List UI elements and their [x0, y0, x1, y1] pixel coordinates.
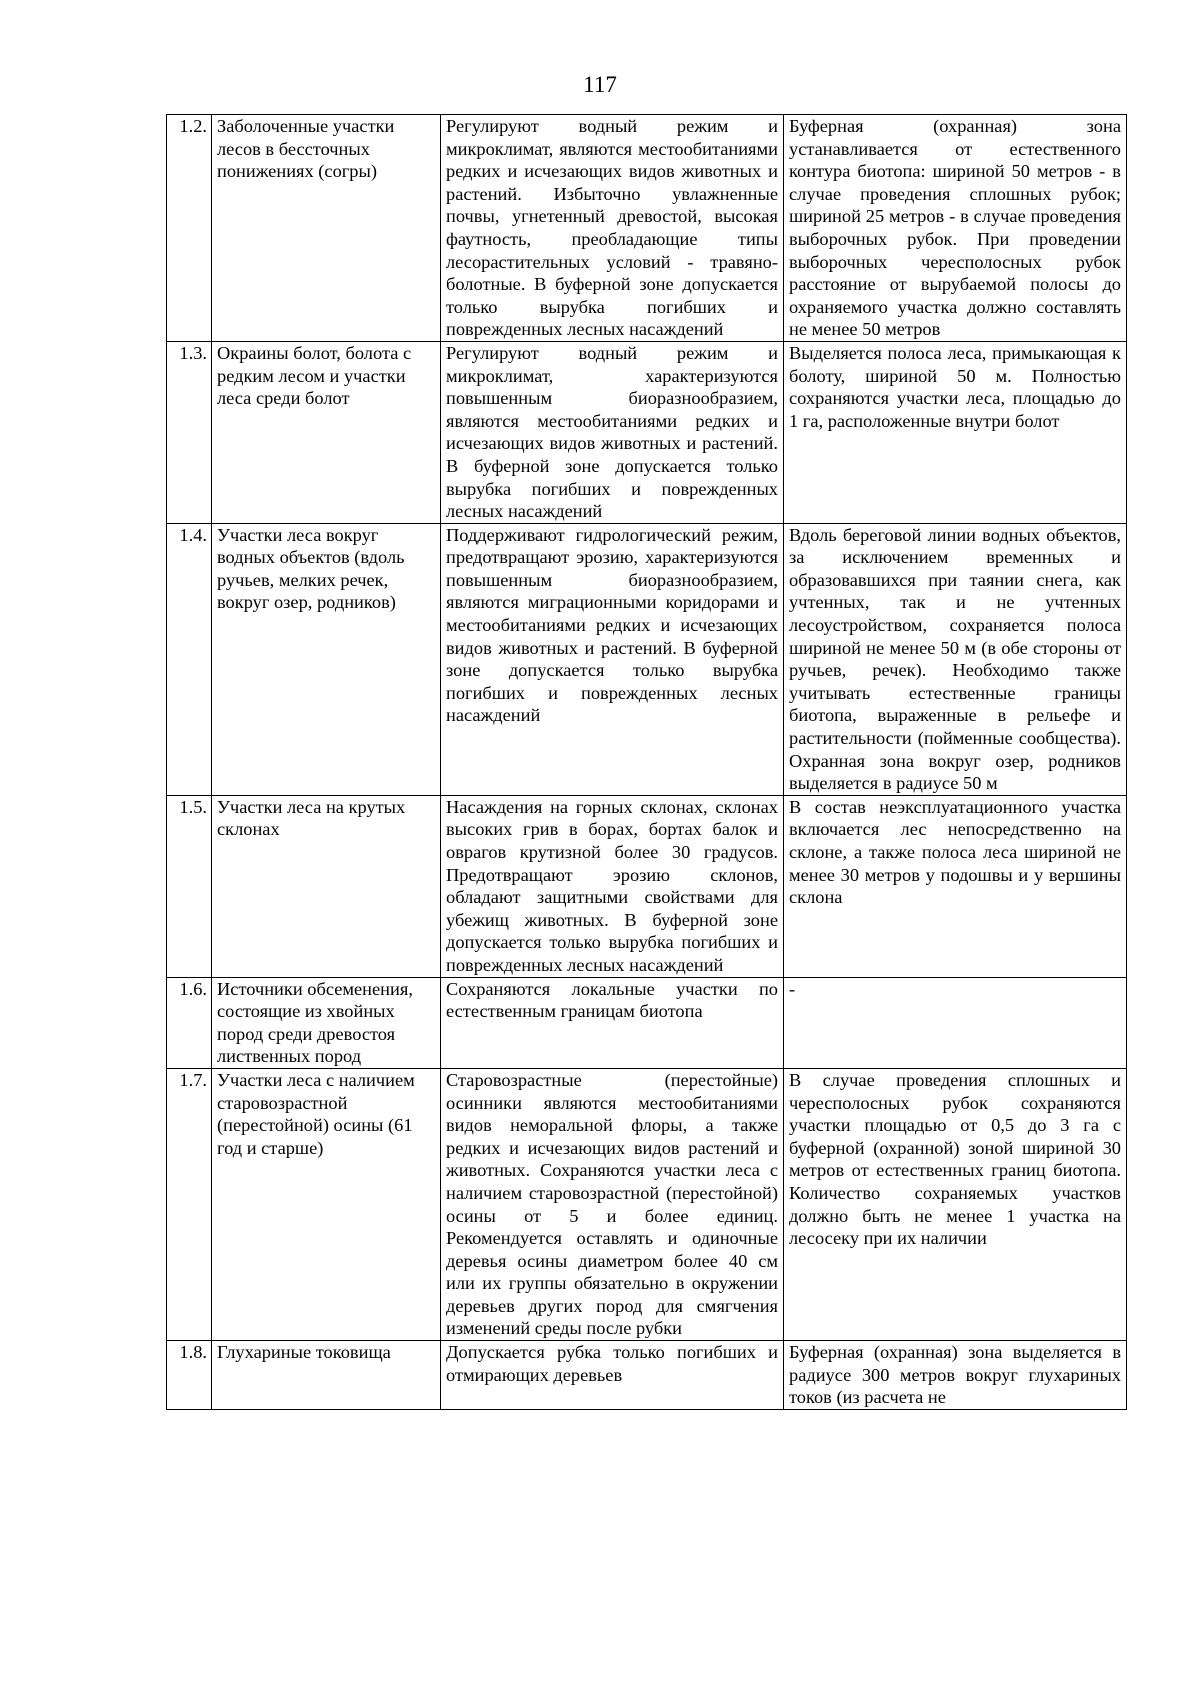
row-number: 1.5.: [167, 795, 212, 977]
row-number: 1.2.: [167, 115, 212, 342]
buffer-zone-text: Буферная (охранная) зона устанавливается от естественного контура биотопа: шириной 50 метров - в случае проведения сплошных рубок; шириной 25 метров - в случае проведения выборочных рубок. При проведении выборочных чересполосных рубок расстояние от вырубаемой полосы до охраняемого участка должно составлять не менее 50 метров: [784, 115, 1127, 342]
biotope-name: Источники обсеменения, состоящие из хвойных пород среди древостоя лиственных пород: [212, 977, 441, 1068]
table-row: [167, 795, 1127, 977]
biotope-name: Окраины болот, болота с редким лесом и участки леса среди болот: [212, 341, 441, 523]
row-number: 1.7.: [167, 1068, 212, 1340]
biotope-description: Допускается рубка только погибших и отмирающих деревьев: [441, 1341, 784, 1410]
table-row: [167, 1068, 1127, 1340]
biotope-name: Заболоченные участки лесов в бессточных понижениях (согры): [212, 115, 441, 342]
biotope-name: Участки леса вокруг водных объектов (вдоль ручьев, мелких речек, вокруг озер, родников): [212, 523, 441, 795]
biotope-description: Регулируют водный режим и микроклимат, характеризуются повышенным биоразнообразием, являются местообитаниями редких и исчезающих видов животных и растений. В буферной зоне допускается только вырубка погибших и поврежденных лесных насаждений: [441, 341, 784, 523]
buffer-zone-text: Выделяется полоса леса, примыкающая к болоту, шириной 50 м. Полностью сохраняются участки леса, площадью до 1 га, расположенные внутри болот: [784, 341, 1127, 523]
biotope-name: Участки леса на крутых склонах: [212, 795, 441, 977]
biotope-name: Участки леса с наличием старовозрастной (перестойной) осины (61 год и старше): [212, 1068, 441, 1340]
table-row: [167, 1341, 1127, 1410]
buffer-zone-text: -: [784, 977, 1127, 1068]
row-number: 1.6.: [167, 977, 212, 1068]
table-row: [167, 977, 1127, 1068]
buffer-zone-text: Буферная (охранная) зона выделяется в радиусе 300 метров вокруг глухариных токов (из расчета не: [784, 1341, 1127, 1410]
buffer-zone-text: В случае проведения сплошных и чересполосных рубок сохраняются участки площадью от 0,5 до 3 га с буферной (охранной) зоной шириной 30 метров от естественных границ биотопа. Количество сохраняемых участков должно быть не менее 1 участка на лесосеку при их наличии: [784, 1068, 1127, 1340]
row-number: 1.3.: [167, 341, 212, 523]
row-number: 1.4.: [167, 523, 212, 795]
biotope-table: [166, 114, 1127, 1410]
biotope-name: Глухариные токовища: [212, 1341, 441, 1410]
biotope-description: Поддерживают гидрологический режим, предотвращают эрозию, характеризуются повышенным биоразнообразием, являются миграционными коридорами и местообитаниями редких и исчезающих видов животных и растений. В буферной зоне допускается только вырубка погибших и поврежденных лесных насаждений: [441, 523, 784, 795]
biotope-description: Насаждения на горных склонах, склонах высоких грив в борах, бортах балок и оврагов крутизной более 30 градусов. Предотвращают эрозию склонов, обладают защитными свойствами для убежищ животных. В буферной зоне допускается только вырубка погибших и поврежденных лесных насаждений: [441, 795, 784, 977]
biotope-description: Регулируют водный режим и микроклимат, являются местообитаниями редких и исчезающих видов животных и растений. Избыточно увлажненные почвы, угнетенный древостой, высокая фаутность, преобладающие типы лесорастительных условий - травяно-болотные. В буферной зоне допускается только вырубка погибших и поврежденных лесных насаждений: [441, 115, 784, 342]
buffer-zone-text: В состав неэксплуатационного участка включается лес непосредственно на склоне, а также полоса леса шириной не менее 30 метров у подошвы и у вершины склона: [784, 795, 1127, 977]
table-row: [167, 523, 1127, 795]
table-row: [167, 115, 1127, 342]
row-number: 1.8.: [167, 1341, 212, 1410]
biotope-description: Сохраняются локальные участки по естественным границам биотопа: [441, 977, 784, 1068]
biotope-description: Старовозрастные (перестойные) осинники являются местообитаниями видов неморальной флоры, а также редких и исчезающих видов растений и животных. Сохраняются участки леса с наличием старовозрастной (перестойной) осины от 5 и более единиц. Рекомендуется оставлять и одиночные деревья осины диаметром более 40 см или их группы обязательно в окружении деревьев других пород для смягчения изменений среды после рубки: [441, 1068, 784, 1340]
buffer-zone-text: Вдоль береговой линии водных объектов, за исключением временных и образовавшихся при таянии снега, как учтенных, так и не учтенных лесоустройством, сохраняется полоса шириной не менее 50 м (в обе стороны от ручьев, речек). Необходимо также учитывать естественные границы биотопа, выраженные в рельефе и растительности (пойменные сообщества). Охранная зона вокруг озер, родников выделяется в радиусе 50 м: [784, 523, 1127, 795]
page-number: 117: [583, 72, 617, 97]
table-row: [167, 341, 1127, 523]
